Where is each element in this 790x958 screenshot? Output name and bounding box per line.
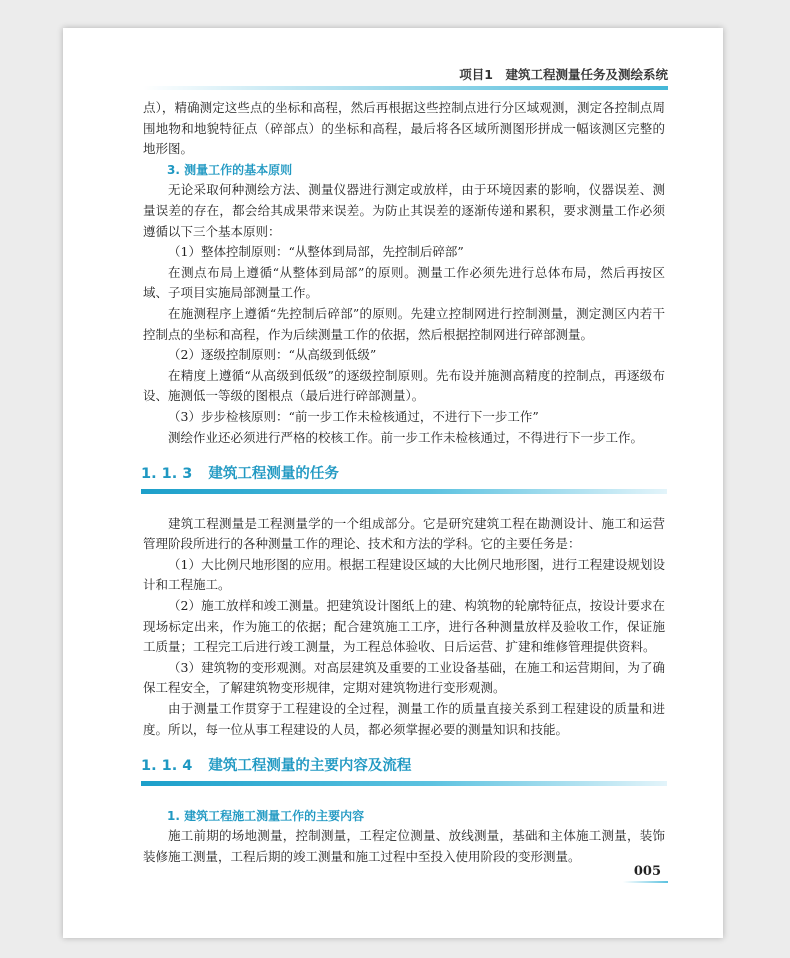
section-heading-114 — [141, 754, 667, 792]
page-number: 005 — [633, 864, 661, 879]
section-113-number: 1. 1. 3 — [141, 466, 193, 483]
principle-1-text-a: 在测点布局上遵循“从整体到局部”的原则。测量工作必须先进行总体布局，然后再按区域、子项目实施局部测量工作。 — [143, 264, 665, 301]
section-113-intro: 建筑工程测量是工程测量学的一个组成部分。它是研究建筑工程在勘测设计、施工和运营管理阶段所进行的各种测量工作的理论、技术和方法的学科。它的主要任务是： — [143, 515, 665, 552]
page-content — [143, 98, 665, 868]
section-114-sub1-heading: 1. 建筑工程施工测量工作的主要内容 — [167, 808, 365, 823]
section-114-bar — [141, 781, 667, 786]
principle-2-title: （2）逐级控制原则：“从高级到低级” — [168, 347, 377, 363]
intro-paragraph: 点），精确测定这些点的坐标和高程，然后再根据这些控制点进行分区域观测，测定各控制点周围地物和地貌特征点（碎部点）的坐标和高程，最后将各区域所测图形拼成一幅该测区完整的地形图。 — [143, 100, 665, 157]
principle-3-title: （3）步步检核原则：“前一步工作未检核通过，不进行下一步工作” — [168, 408, 539, 424]
section-113-item-1: （1）大比例尺地形图的应用。根据工程建设区域的大比例尺地形图，进行工程建设规划设计和工程施工。 — [143, 556, 665, 593]
section-114-title: 建筑工程测量的主要内容及流程 — [208, 758, 412, 775]
principle-3-text: 测绘作业还必须进行严格的校核工作。前一步工作未检核通过，不得进行下一步工作。 — [168, 429, 644, 445]
principles-intro: 无论采取何种测绘方法、测量仪器进行测定或放样，由于环境因素的影响，仪器误差、测量误差的存在，都会给其成果带来误差。为防止其误差的逐渐传递和累积，要求测量工作必须遵循以下三个基本原则： — [143, 182, 665, 239]
section-114-number: 1. 1. 4 — [141, 758, 193, 775]
principle-1-title: （1）整体控制原则：“从整体到局部，先控制后碎部” — [168, 244, 464, 260]
section-heading-113 — [141, 462, 667, 500]
section-113-closing: 由于测量工作贯穿于工程建设的全过程，测量工作的质量直接关系到工程建设的质量和进度。所以，每一位从事工程建设的人员，都必须掌握必要的测量知识和技能。 — [143, 701, 665, 737]
header-rule — [143, 86, 668, 90]
section-114-sub1-text: 施工前期的场地测量，控制测量，工程定位测量、放线测量，基础和主体施工测量，装饰装修施工测量，工程后期的竣工测量和施工过程中至投入使用阶段的变形测量。 — [143, 828, 665, 864]
principle-1-text-b: 在施测程序上遵循“先控制后碎部”的原则。先建立控制网进行控制测量，测定测区内若干控制点的坐标和高程，作为后续测量工作的依据，然后根据控制网进行碎部测量。 — [143, 305, 665, 342]
footer-rule — [623, 881, 668, 883]
section-113-title: 建筑工程测量的任务 — [208, 466, 339, 483]
header-project-label: 项目1 建筑工程测量任务及测绘系统 — [459, 67, 668, 82]
section-113-bar — [141, 489, 667, 494]
document-page — [63, 28, 723, 938]
running-header — [143, 64, 668, 84]
section-113-item-3: （3）建筑物的变形观测。对高层建筑及重要的工业设备基础，在施工和运营期间，为了确保工程安全，了解建筑物变形规律，定期对建筑物进行变形观测。 — [143, 659, 665, 696]
section-113-item-2: （2）施工放样和竣工测量。把建筑设计图纸上的建、构筑物的轮廓特征点，按设计要求在现场标定出来，作为施工的依据；配合建筑施工工序，进行各种测量放样及验收工作，保证施工质量；工程完工后进行竣工测量，为工程总体验收、日后运营、扩建和维修管理提供资料。 — [143, 598, 665, 655]
principle-2-text: 在精度上遵循“从高级到低级”的逐级控制原则。先布设并施测高精度的控制点，再逐级布设、施测低一等级的图根点（最后进行碎部测量）。 — [143, 367, 665, 404]
principles-heading: 3. 测量工作的基本原则 — [167, 162, 293, 177]
